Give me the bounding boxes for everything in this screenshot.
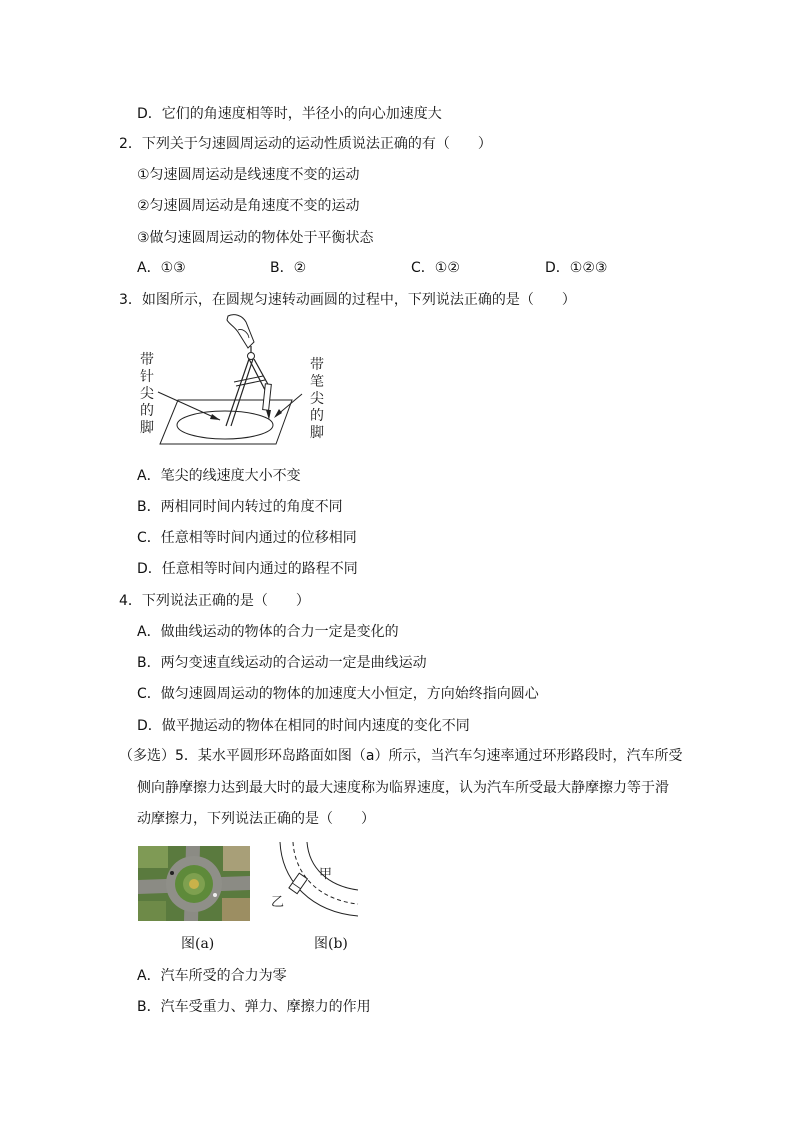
needle-leg-label-2: 针: [140, 369, 154, 385]
q3-stem: 3．如图所示，在圆规匀速转动画圆的过程中，下列说法正确的是（ ）: [119, 292, 576, 308]
q3-option-b: B．两相同时间内转过的角度不同: [137, 499, 343, 515]
pen-leg-label-4: 的: [310, 408, 324, 424]
roundabout-photo: [138, 846, 250, 921]
q4-stem: 4．下列说法正确的是（ ）: [119, 593, 310, 609]
q4-option-c: C．做匀速圆周运动的物体的加速度大小恒定，方向始终指向圆心: [137, 686, 539, 702]
needle-leg-label-4: 的: [140, 403, 154, 419]
needle-leg-label-5: 脚: [140, 420, 154, 436]
q5-stem-line-3: 动摩擦力，下列说法正确的是（ ）: [137, 811, 375, 827]
q3-option-c: C．任意相等时间内通过的位移相同: [137, 530, 357, 546]
needle-leg-label-1: 带: [140, 352, 154, 368]
q5-stem-line-2: 侧向静摩擦力达到最大时的最大速度称为临界速度，认为汽车所受最大静摩擦力等于滑: [137, 780, 669, 796]
q3-option-a: A．笔尖的线速度大小不变: [137, 468, 301, 484]
q5-stem-line-1: （多选）5．某水平圆形环岛路面如图（a）所示，当汽车匀速率通过环形路段时，汽车所受: [119, 748, 683, 764]
pen-leg-label-1: 带: [310, 357, 324, 373]
q2-stem: 2．下列关于匀速圆周运动的运动性质说法正确的有（ ）: [119, 136, 492, 152]
figure-a-caption: 图(a): [181, 936, 215, 952]
q2-statement-1: ①匀速圆周运动是线速度不变的运动: [137, 167, 360, 183]
q2-option-a: A．①③: [137, 260, 186, 276]
compass-figure: [130, 312, 340, 450]
q2-option-b: B．②: [270, 260, 307, 276]
q1-option-d: D．它们的角速度相等时，半径小的向心加速度大: [137, 106, 442, 122]
q4-option-b: B．两匀变速直线运动的合运动一定是曲线运动: [137, 655, 427, 671]
figure-b-caption: 图(b): [314, 936, 348, 952]
pen-leg-label-3: 尖: [310, 391, 324, 407]
q2-option-d: D．①②③: [545, 260, 608, 276]
q2-statement-3: ③做匀速圆周运动的物体处于平衡状态: [137, 230, 374, 246]
q4-option-a: A．做曲线运动的物体的合力一定是变化的: [137, 624, 399, 640]
pen-leg-label-2: 笔: [310, 374, 324, 390]
road-schematic: [266, 838, 366, 928]
q4-option-d: D．做平抛运动的物体在相同的时间内速度的变化不同: [137, 718, 470, 734]
q2-option-c: C．①②: [411, 260, 460, 276]
label-yi: 乙: [271, 895, 285, 910]
q2-statement-2: ②匀速圆周运动是角速度不变的运动: [137, 198, 360, 214]
pen-leg-label-5: 脚: [310, 425, 324, 441]
q5-option-b: B．汽车受重力、弹力、摩擦力的作用: [137, 999, 371, 1015]
q2-options: [137, 258, 657, 278]
q3-option-d: D．任意相等时间内通过的路程不同: [137, 561, 358, 577]
needle-leg-label-3: 尖: [140, 386, 154, 402]
label-jia: 甲: [319, 867, 333, 882]
q5-option-a: A．汽车所受的合力为零: [137, 968, 287, 984]
